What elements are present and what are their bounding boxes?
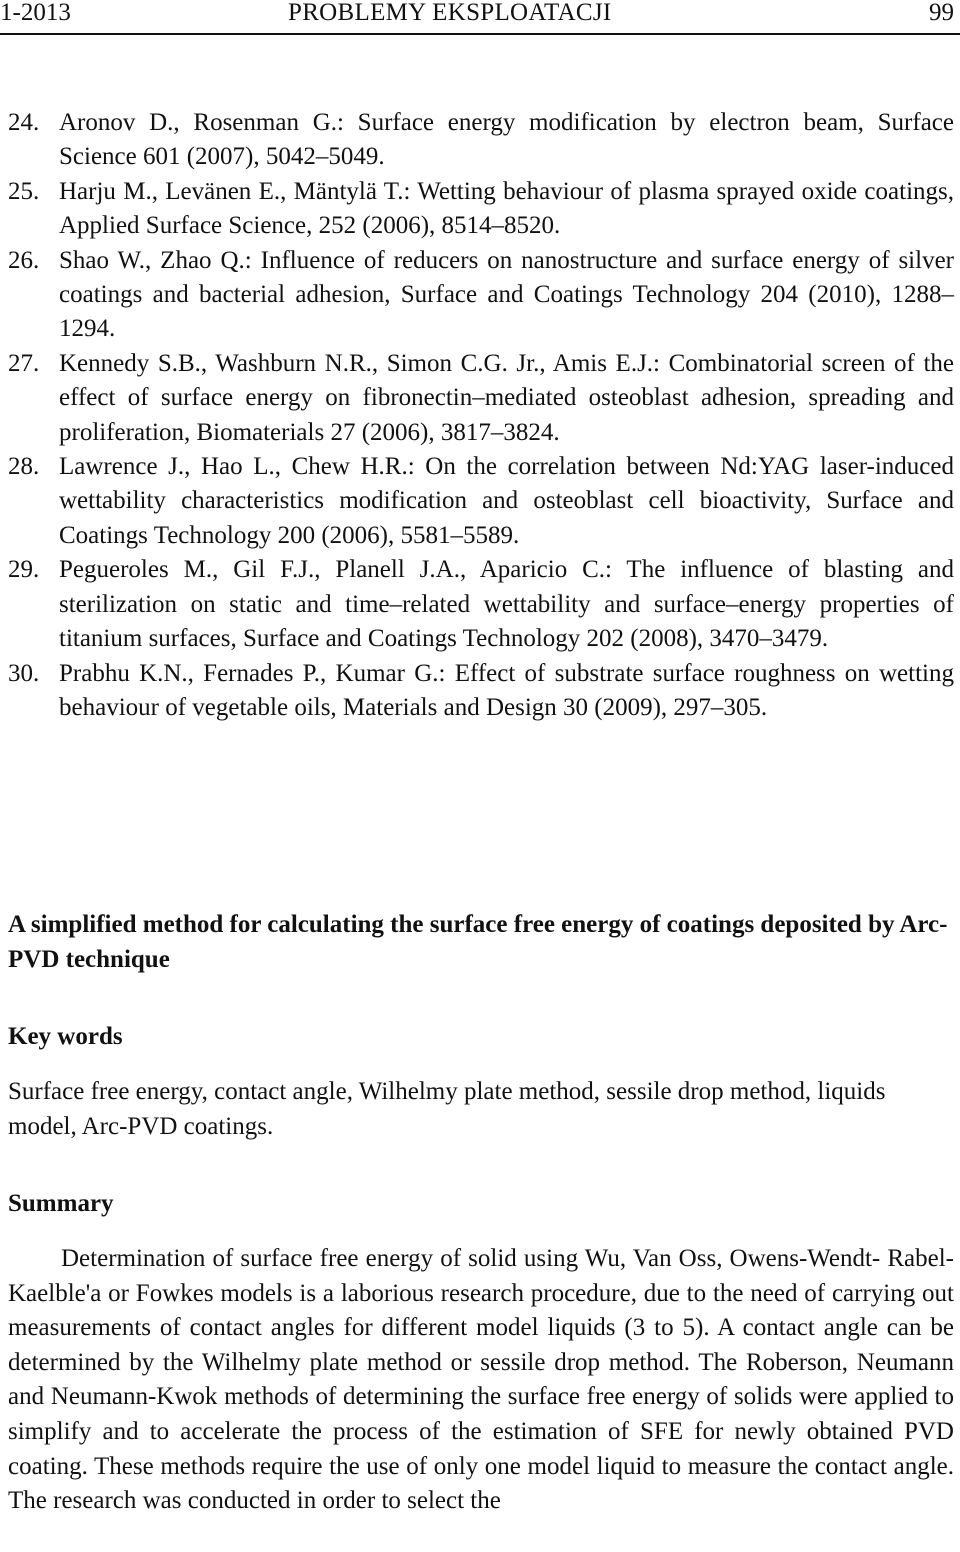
reference-text: Shao W., Zhao Q.: Influence of reducers on nanostructure and surface energy of silver coatings and bacterial adhesion, Surface and Coatings Technology 204 (2010), 1288–1294.	[59, 246, 954, 343]
reference-text: Kennedy S.B., Washburn N.R., Simon C.G. Jr., Amis E.J.: Combinatorial screen of the effect of surface energy on fibronectin–mediated osteoblast adhesion, spreading and proliferation, Biomaterials 27 (2006), 3817–3824.	[59, 349, 954, 446]
reference-item	[8, 175, 954, 244]
journal-name: PROBLEMY EKSPLOATACJI	[288, 0, 612, 26]
running-header	[0, 0, 960, 26]
article-title: A simplified method for calculating the surface free energy of coatings deposited by Arc-PVD technique	[8, 911, 948, 973]
reference-text: Lawrence J., Hao L., Chew H.R.: On the correlation between Nd:YAG laser-induced wettability characteristics modification and osteoblast cell bioactivity, Surface and Coatings Technology 200 (2006), 5581–5589.	[59, 453, 954, 549]
reference-number: 25.	[8, 177, 40, 205]
reference-item	[8, 450, 954, 553]
reference-number: 30.	[8, 659, 40, 687]
reference-number: 29.	[8, 556, 40, 584]
reference-text: Prabhu K.N., Fernades P., Kumar G.: Effect of substrate surface roughness on wetting behaviour of vegetable oils, Materials and Design 30 (2009), 297–305.	[59, 659, 954, 721]
reference-text: Aronov D., Rosenman G.: Surface energy modification by electron beam, Surface Science 601 (2007), 5042–5049.	[59, 109, 954, 171]
header-rule	[0, 33, 960, 35]
reference-number: 27.	[8, 349, 40, 377]
reference-number: 26.	[8, 246, 40, 274]
issue-label: 1-2013	[0, 0, 71, 26]
keywords-heading: Key words	[8, 1023, 123, 1050]
reference-list	[8, 106, 954, 725]
summary-text: Determination of surface free energy of solid using Wu, Van Oss, Owens-Wendt- Rabel- Kaelble'a or Fowkes models is a laborious research procedure, due to the need of carrying out measurements of contact angles for different model liquids (3 to 5). A contact angle can be determined by the Wilhelmy plate method or sessile drop method. The Roberson, Neumann and Neumann-Kwok methods of determining the surface free energy of solids were applied to simplify and to accelerate the process of the estimation of SFE for newly obtained PVD coating. These methods require the use of only one model liquid to measure the contact angle. The research was conducted in order to select the	[8, 1245, 954, 1515]
reference-text: Pegueroles M., Gil F.J., Planell J.A., Aparicio C.: The influence of blasting and sterilization on static and time–related wettability and surface–energy properties of titanium surfaces, Surface and Coatings Technology 202 (2008), 3470–3479.	[59, 556, 954, 653]
reference-item	[8, 553, 954, 656]
reference-item	[8, 347, 954, 450]
reference-item	[8, 244, 954, 347]
reference-number: 28.	[8, 453, 40, 481]
reference-item	[8, 106, 954, 175]
reference-number: 24.	[8, 109, 40, 136]
summary-heading: Summary	[8, 1190, 114, 1217]
reference-item	[8, 657, 954, 726]
reference-text: Harju M., Levänen E., Mäntylä T.: Wetting behaviour of plasma sprayed oxide coatings, Applied Surface Science, 252 (2006), 8514–8520.	[59, 177, 954, 240]
page-number: 99	[929, 0, 954, 26]
keywords-text: Surface free energy, contact angle, Wilhelmy plate method, sessile drop method, liquids model, Arc-PVD coatings.	[8, 1078, 886, 1140]
